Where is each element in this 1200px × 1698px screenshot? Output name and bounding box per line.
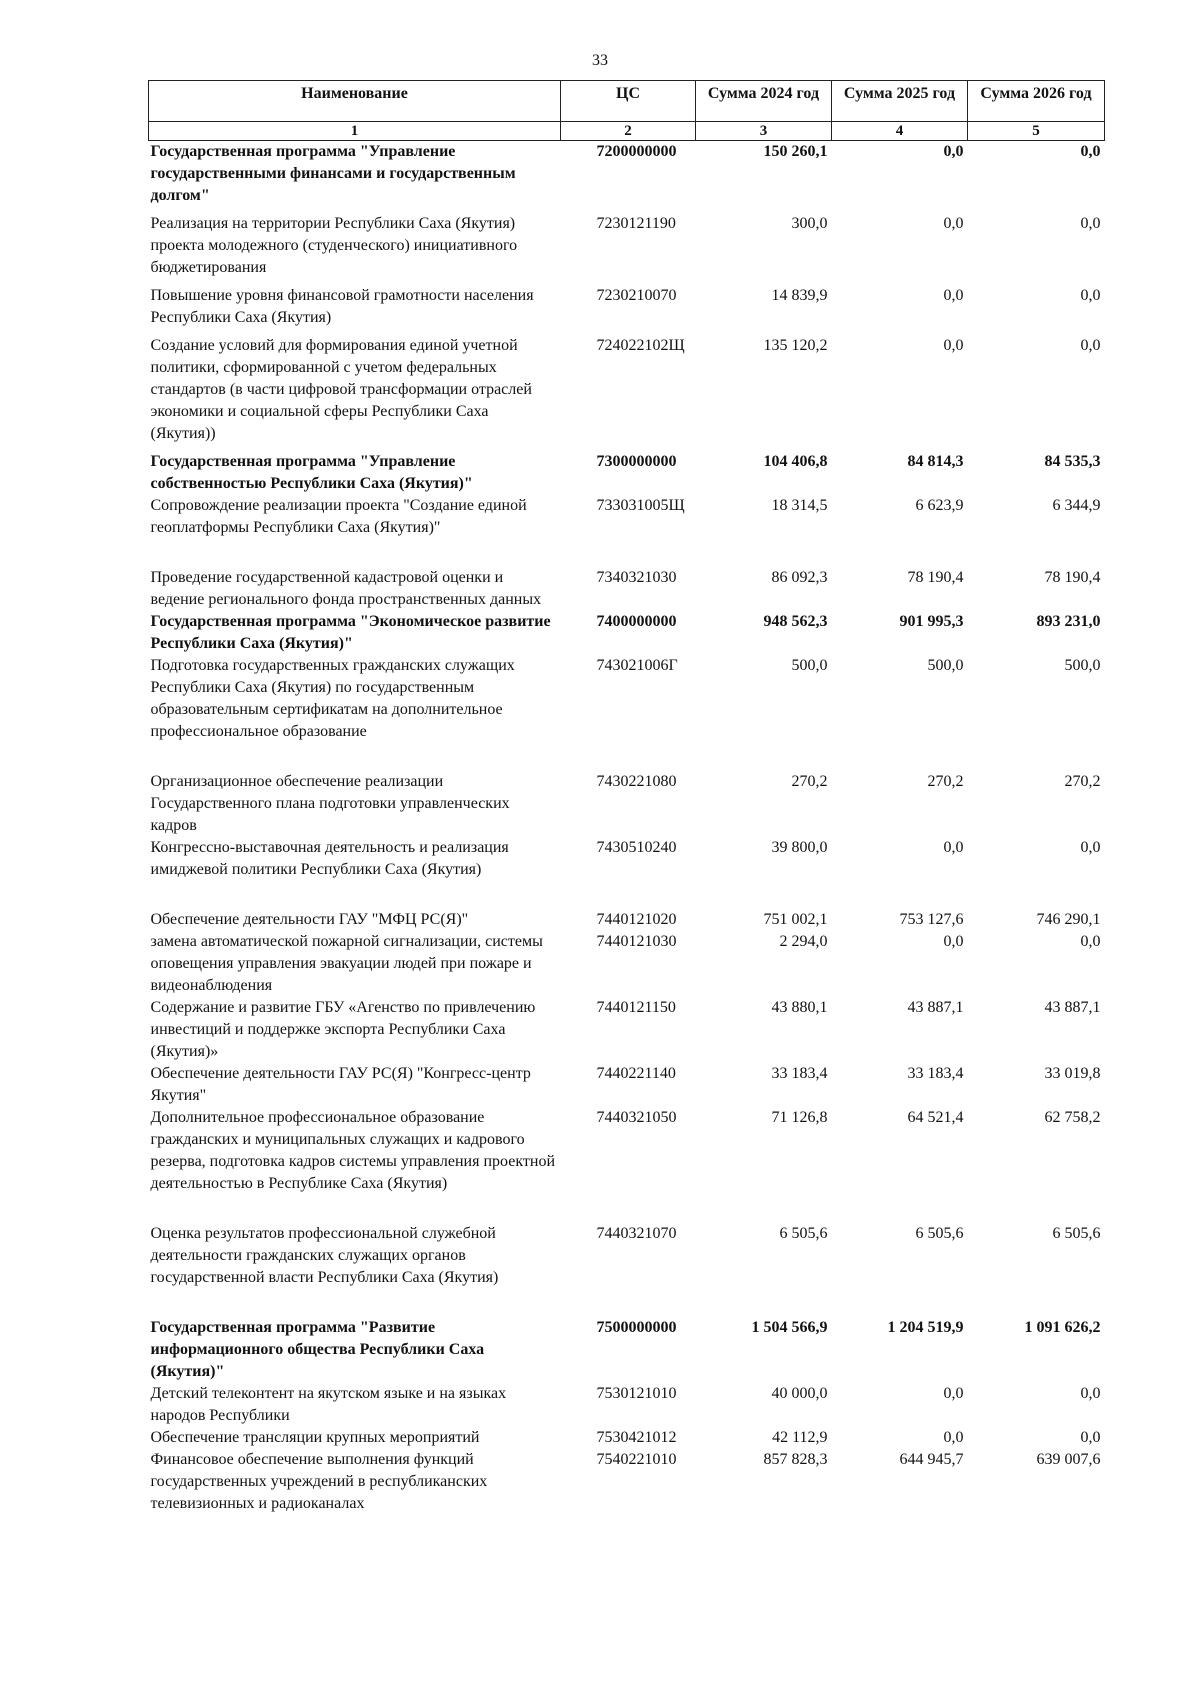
row-sum-2025: 0,0 [943,215,964,232]
column-number: 3 [696,122,832,141]
row-sum-2024: 43 880,1 [771,999,828,1016]
table-row [149,771,1105,837]
row-sum-2025: 0,0 [943,933,964,950]
row-sum-2024: 1 504 566,9 [751,1319,828,1336]
table-body [149,141,1105,1516]
row-cs-code: 7440321070 [596,1225,677,1242]
row-sum-2026: 0,0 [1080,1429,1101,1446]
row-sum-2024: 150 260,1 [763,143,828,160]
row-sum-2026: 270,2 [1064,773,1101,790]
header-cs: ЦС [561,81,696,122]
row-sum-2025: 64 521,4 [907,1109,964,1126]
row-name: Государственная программа "Развитие информационного общества Республики Саха (Якутия)" [150,1319,485,1380]
row-sum-2024: 18 314,5 [771,497,828,514]
row-sum-2026: 639 007,6 [1036,1451,1101,1468]
table-row [149,1107,1105,1223]
row-sum-2024: 40 000,0 [771,1385,828,1402]
row-cs-code: 7200000000 [596,143,677,160]
row-cs-code: 7530421012 [596,1429,677,1446]
row-sum-2024: 500,0 [791,657,828,674]
table-row [149,1449,1105,1515]
row-sum-2025: 84 814,3 [907,453,964,470]
row-name: Создание условий для формирования единой учетной политики, сформированной с учетом федеральных стандартов (в части цифровой трансформации отраслей экономики и социальной сферы Республики Саха (Якутия)) [150,337,532,442]
row-sum-2025: 43 887,1 [907,999,964,1016]
row-sum-2025: 0,0 [943,839,964,856]
row-name: Сопровождение реализации проекта "Создание единой геоплатформы Республики Саха (Якутия)" [150,497,527,536]
row-name: Обеспечение трансляции крупных мероприятий [150,1429,480,1446]
row-name: Содержание и развитие ГБУ «Агенство по привлечению инвестиций и поддержке экспорта Республики Саха (Якутия)» [150,999,536,1060]
row-sum-2024: 2 294,0 [779,933,828,950]
row-name: Организационное обеспечение реализации Государственного плана подготовки управленческих кадров [150,773,510,834]
row-sum-2024: 86 092,3 [771,569,828,586]
row-cs-code: 7230121190 [596,215,676,232]
row-sum-2026: 0,0 [1080,933,1101,950]
program-row [149,141,1105,214]
row-name: Финансовое обеспечение выполнения функций государственных учреждений в республиканских телевизионных и радиоканалах [150,1451,488,1512]
row-sum-2025: 0,0 [943,1429,964,1446]
table-row [149,1427,1105,1449]
table-row [149,285,1105,335]
row-sum-2025: 500,0 [927,657,964,674]
table-row [149,495,1105,567]
row-sum-2025: 0,0 [943,337,964,354]
row-cs-code: 7440221140 [596,1065,676,1082]
row-name: замена автоматической пожарной сигнализации, системы оповещения управления эвакуации людей при пожаре и видеонаблюдения [150,933,543,994]
row-cs-code: 7500000000 [596,1319,677,1336]
row-cs-code: 733031005Щ [596,497,685,514]
row-sum-2024: 14 839,9 [771,287,828,304]
table-row [149,335,1105,451]
row-sum-2026: 0,0 [1080,215,1101,232]
row-sum-2025: 1 204 519,9 [887,1319,964,1336]
table-row [149,837,1105,909]
column-number: 5 [968,122,1105,141]
column-number: 2 [561,122,696,141]
table-row [149,655,1105,771]
row-name: Реализация на территории Республики Саха (Якутия) проекта молодежного (студенческого) инициативного бюджетирования [150,215,518,276]
row-sum-2024: 6 505,6 [779,1225,828,1242]
table-row [149,567,1105,611]
row-cs-code: 7540221010 [596,1451,677,1468]
row-sum-2024: 857 828,3 [763,1451,828,1468]
row-sum-2025: 0,0 [943,287,964,304]
program-row [149,611,1105,655]
row-name: Дополнительное профессиональное образование гражданских и муниципальных служащих и кадрового резерва, подготовка кадров системы управления проектной деятельностью в Республике Саха (Якутия) [150,1109,556,1192]
row-sum-2025: 6 623,9 [915,497,964,514]
row-sum-2026: 33 019,8 [1044,1065,1101,1082]
column-number: 4 [832,122,968,141]
row-sum-2026: 0,0 [1080,1385,1101,1402]
row-sum-2026: 78 190,4 [1044,569,1101,586]
program-row [149,451,1105,495]
row-sum-2024: 135 120,2 [763,337,828,354]
row-sum-2026: 0,0 [1080,839,1101,856]
row-sum-2025: 6 505,6 [915,1225,964,1242]
row-sum-2026: 0,0 [1080,143,1101,160]
header-sum-2025: Сумма 2025 год [832,81,968,122]
row-cs-code: 7530121010 [596,1385,677,1402]
table-row [149,909,1105,931]
table-row [149,1063,1105,1107]
row-name: Конгрессно-выставочная деятельность и реализация имиджевой политики Республики Саха (Якутия) [150,839,509,878]
row-cs-code: 743021006Г [596,657,678,674]
table-header [149,81,1105,141]
row-sum-2024: 948 562,3 [763,613,828,630]
row-cs-code: 7440121030 [596,933,677,950]
row-sum-2025: 270,2 [927,773,964,790]
row-sum-2024: 71 126,8 [771,1109,828,1126]
row-sum-2024: 104 406,8 [763,453,828,470]
header-sum-2024: Сумма 2024 год [696,81,832,122]
row-cs-code: 7440121150 [596,999,676,1016]
row-sum-2024: 33 183,4 [771,1065,828,1082]
row-sum-2025: 0,0 [943,143,964,160]
row-sum-2026: 43 887,1 [1044,999,1101,1016]
row-cs-code: 7440321050 [596,1109,677,1126]
row-name: Оценка результатов профессиональной служебной деятельности гражданских служащих органов государственной власти Республики Саха (Якутия) [150,1225,499,1286]
row-sum-2025: 644 945,7 [899,1451,964,1468]
row-sum-2024: 39 800,0 [771,839,828,856]
table-row [149,1223,1105,1317]
row-name: Повышение уровня финансовой грамотности населения Республики Саха (Якутия) [150,287,534,326]
row-sum-2026: 500,0 [1064,657,1101,674]
row-sum-2026: 84 535,3 [1044,453,1101,470]
row-sum-2026: 0,0 [1080,287,1101,304]
row-sum-2026: 6 505,6 [1052,1225,1101,1242]
row-cs-code: 7430510240 [596,839,677,856]
row-sum-2026: 893 231,0 [1036,613,1101,630]
row-name: Государственная программа "Управление собственностью Республики Саха (Якутия)" [150,453,473,492]
page-number: 33 [592,52,608,69]
row-name: Детский телеконтент на якутском языке и на языках народов Республики [150,1385,507,1424]
row-name: Проведение государственной кадастровой оценки и ведение регионального фонда пространственных данных [150,569,542,608]
column-number: 1 [149,122,561,141]
program-row [149,1317,1105,1383]
row-cs-code: 7340321030 [596,569,677,586]
row-cs-code: 7230210070 [596,287,677,304]
row-cs-code: 7440121020 [596,911,677,928]
row-sum-2024: 751 002,1 [763,911,828,928]
row-sum-2024: 270,2 [791,773,828,790]
row-cs-code: 7430221080 [596,773,677,790]
budget-table [148,80,1105,1515]
row-sum-2026: 746 290,1 [1036,911,1101,928]
header-name: Наименование [149,81,561,122]
row-sum-2026: 6 344,9 [1052,497,1101,514]
row-sum-2025: 33 183,4 [907,1065,964,1082]
row-cs-code: 724022102Щ [596,337,685,354]
row-sum-2026: 1 091 626,2 [1024,1319,1101,1336]
row-sum-2025: 0,0 [943,1385,964,1402]
row-sum-2025: 78 190,4 [907,569,964,586]
row-name: Обеспечение деятельности ГАУ РС(Я) "Конгресс-центр Якутия" [150,1065,531,1104]
row-sum-2024: 300,0 [791,215,828,232]
row-name: Государственная программа "Экономическое развитие Республики Саха (Якутия)" [150,613,551,652]
row-sum-2026: 0,0 [1080,337,1101,354]
header-sum-2026: Сумма 2026 год [968,81,1105,122]
row-cs-code: 7300000000 [596,453,677,470]
table-row [149,213,1105,285]
table-row [149,931,1105,997]
table-row [149,1383,1105,1427]
row-sum-2024: 42 112,9 [772,1429,828,1446]
row-sum-2025: 753 127,6 [899,911,964,928]
row-name: Обеспечение деятельности ГАУ "МФЦ РС(Я)" [150,911,469,928]
row-name: Государственная программа "Управление государственными финансами и государственным долгом" [150,143,516,204]
row-name: Подготовка государственных гражданских служащих Республики Саха (Якутия) по государственным образовательным сертификатам на дополнительное профессиональное образование [150,657,515,740]
row-sum-2025: 901 995,3 [899,613,964,630]
row-sum-2026: 62 758,2 [1044,1109,1101,1126]
row-cs-code: 7400000000 [596,613,677,630]
table-row [149,997,1105,1063]
